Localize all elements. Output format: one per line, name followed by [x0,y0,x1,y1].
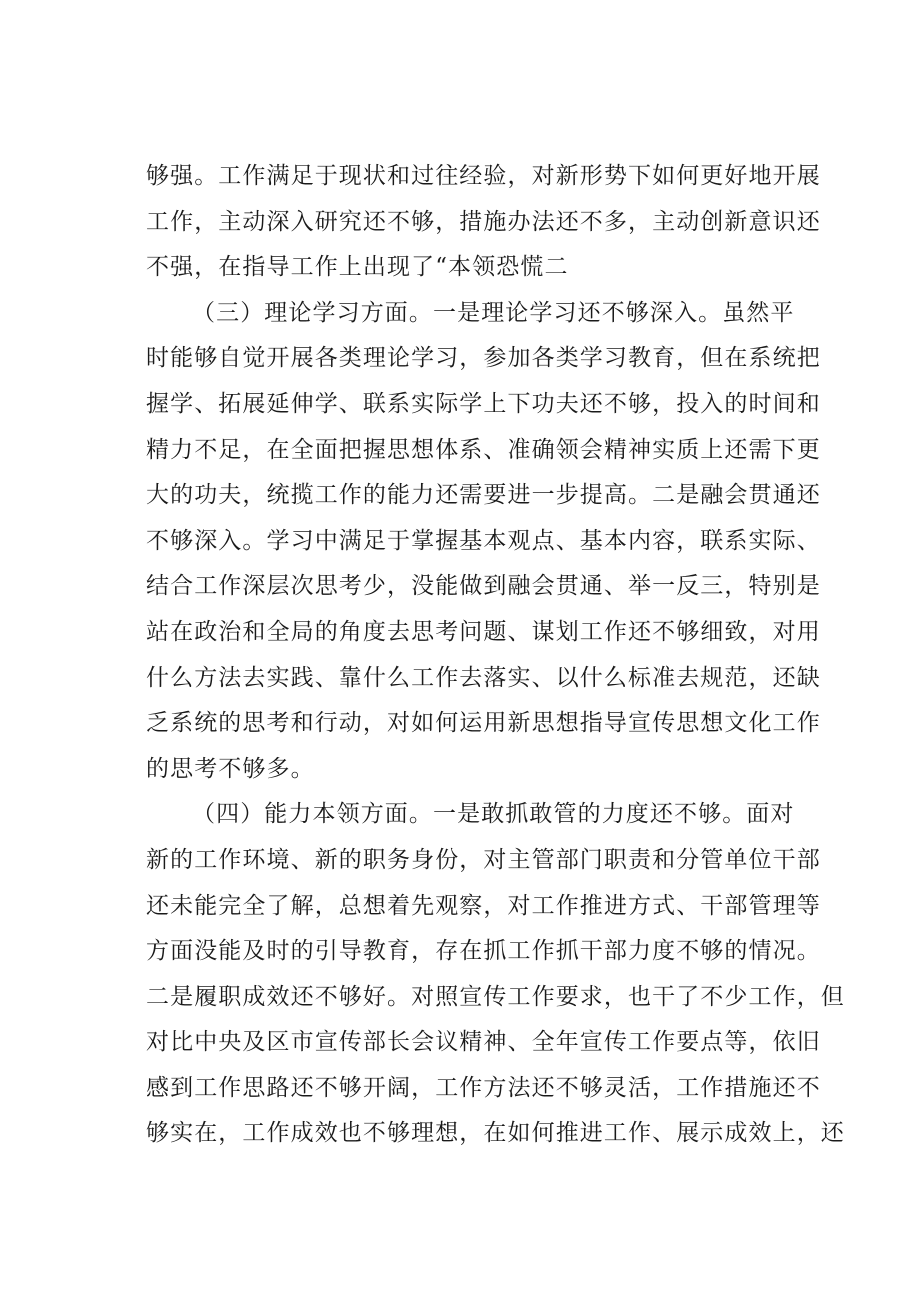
text-line: 握学、拓展延伸学、联系实际学上下功夫还不够，投入的时间和 [146,390,821,417]
text-line: 方面没能及时的引导教育，存在抓工作抓干部力度不够的情况。 [146,938,821,965]
text-line: 站在政治和全局的角度去思考问题、谋划工作还不够细致，对用 [146,618,821,645]
text-line: 二是履职成效还不够好。对照宣传工作要求，也干了不少工作，但 [146,983,845,1010]
text-line: 不强，在指导工作上出现了“本领恐慌二 [146,254,569,281]
text-line: 乏系统的思考和行动，对如何运用新思想指导宣传思想文化工作 [146,710,821,737]
text-line: 还未能完全了解，总想着先观察，对工作推进方式、干部管理等 [146,892,821,919]
text-line: 工作，主动深入研究还不够，措施办法还不多，主动创新意识还 [146,208,821,235]
text-line: 结合工作深层次思考少，没能做到融会贯通、举一反三，特别是 [146,573,821,600]
text-line: 新的工作环境、新的职务身份，对主管部门职责和分管单位干部 [146,846,821,873]
text-line: 时能够自觉开展各类理论学习，参加各类学习教育，但在系统把 [146,345,821,372]
text-line: 对比中央及区市宣传部长会议精神、全年宣传工作要点等，依旧 [146,1029,821,1056]
text-line: 的思考不够多。 [146,755,315,782]
section-heading-line: （四）能力本领方面。一是敢抓敢管的力度还不够。面对 [192,801,795,828]
text-line: 感到工作思路还不够开阔，工作方法还不够灵活，工作措施还不 [146,1074,821,1101]
text-line: 够强。工作满足于现状和过往经验，对新形势下如何更好地开展 [146,163,821,189]
text-line: 精力不足，在全面把握思想体系、准确领会精神实质上还需下更 [146,436,821,463]
section-heading-line: （三）理论学习方面。一是理论学习还不够深入。虽然平 [192,299,795,326]
body-text [146,154,845,1157]
text-line: 够实在，工作成效也不够理想，在如何推进工作、展示成效上，还 [146,1120,845,1147]
text-line: 不够深入。学习中满足于掌握基本观点、基本内容，联系实际、 [146,527,821,554]
text-line: 大的功夫，统揽工作的能力还需要进一步提高。二是融会贯通还 [146,482,821,509]
text-line: 什么方法去实践、靠什么工作去落实、以什么标准去规范，还缺 [146,664,821,691]
